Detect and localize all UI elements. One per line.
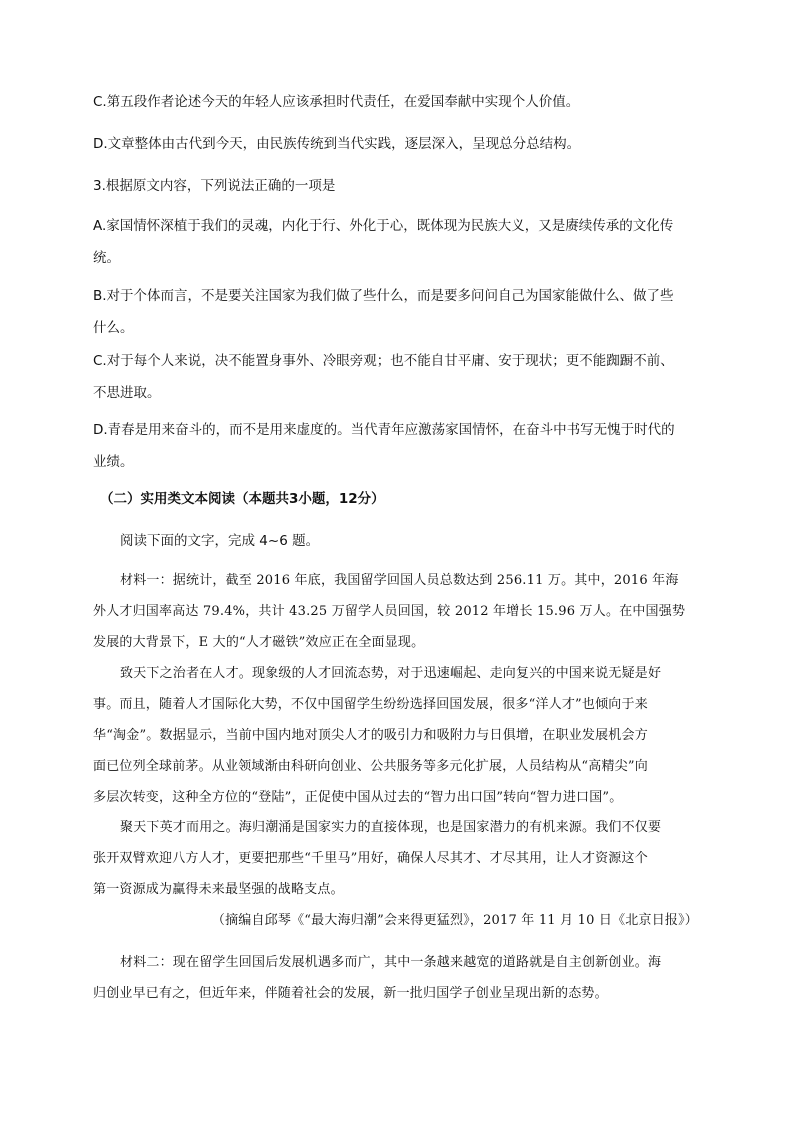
material1-p3-line3: 第一资源成为赢得未来最坚强的战略支点。	[93, 882, 344, 897]
material1-paragraph1	[93, 565, 705, 658]
section-instruction: 阅读下面的文字，完成 4~6 题。	[120, 533, 320, 549]
question-3-stem: 3.根据原文内容，下列说法正确的一项是	[93, 178, 336, 194]
q3-option-b	[93, 280, 703, 344]
section-title: （二）实用类文本阅读（本题共3小题，12分）	[100, 491, 385, 507]
material2-paragraph1	[93, 947, 705, 1009]
option-c: C.第五段作者论述今天的年轻人应该承担时代责任，在爱国奉献中实现个人价值。	[93, 94, 580, 110]
q3-option-a	[93, 210, 703, 274]
q3-option-c-line1: C.对于每个人来说，决不能置身事外、冷眼旁观；也不能自甘平庸、安于现状；更不能踟蹰不前、	[93, 353, 674, 369]
material2-p1-line1: 材料二：现在留学生回国后发展机遇多而广，其中一条越来越宽的道路就是自主创新创业。海	[120, 955, 662, 970]
material1-p1-line3: 发展的大背景下，E 大的“人才磁铁”效应正在全面显现。	[93, 635, 425, 650]
q3-option-a-line2: 统。	[93, 250, 120, 266]
material1-p3-line1: 聚天下英才而用之。海归潮涌是国家实力的直接体现，也是国家潜力的有机来源。我们不仅要	[120, 820, 662, 835]
material1-p1-line2: 外人才归国率高达 79.4%，共计 43.25 万留学人员回国，较 2012 年增长 15.96 万人。在中国强势	[93, 604, 686, 619]
material1-p2-line3: 华“淘金”。数据显示，当前中国内地对顶尖人才的吸引力和吸附力与日俱增，在职业发展机会方	[93, 728, 648, 743]
q3-option-a-line1: A.家国情怀深植于我们的灵魂，内化于行、外化于心，既体现为民族大义，又是赓续传承的文化传	[93, 218, 674, 234]
q3-option-c	[93, 345, 703, 409]
material1-p2-line5: 多层次转变，这种全方位的“登陆”，正促使中国从过去的“智力出口国”转向“智力进口国”。	[93, 790, 623, 805]
q3-option-d-line1: D.青春是用来奋斗的，而不是用来虚度的。当代青年应激荡家国情怀，在奋斗中书写无愧于时代的	[93, 422, 675, 438]
material2-p1-line2: 归创业早已有之，但近年来，伴随着社会的发展，新一批归国学子创业呈现出新的态势。	[93, 986, 608, 1001]
material1-p1-line1: 材料一：据统计，截至 2016 年底，我国留学回国人员总数达到 256.11 万。其中，2016 年海	[120, 573, 679, 588]
material1-p2-line1: 致天下之治者在人才。现象级的人才回流态势，对于迅速崛起、走向复兴的中国来说无疑是好	[120, 666, 662, 681]
material1-p2-line4: 面已位列全球前茅。从业领域渐由科研向创业、公共服务等多元化扩展，人员结构从“高精尖”向	[93, 759, 648, 774]
q3-option-b-line2: 什么。	[93, 320, 134, 336]
q3-option-d	[93, 414, 703, 478]
material1-source: （摘编自邱琴《“最大海归潮”会来得更猛烈》，2017 年 11 月 10 日《北京日报》）	[211, 913, 698, 928]
option-d: D.文章整体由古代到今天，由民族传统到当代实践，逐层深入，呈现总分总结构。	[93, 136, 581, 152]
q3-option-c-line2: 不思进取。	[93, 385, 161, 401]
material1-paragraph2	[93, 658, 705, 813]
material1-p2-line2: 事。而且，随着人才国际化大势，不仅中国留学生纷纷选择回国发展，很多“洋人才”也倾向于来	[93, 697, 648, 712]
q3-option-b-line1: B.对于个体而言，不是要关注国家为我们做了些什么，而是要多问问自己为国家能做什么、做了些	[93, 288, 674, 304]
q3-option-d-line2: 业绩。	[93, 454, 134, 470]
material1-p3-line2: 张开双臂欢迎八方人才，更要把那些“千里马”用好，确保人尽其才、才尽其用，让人才资源这个	[93, 851, 648, 866]
material1-paragraph3	[93, 812, 705, 905]
